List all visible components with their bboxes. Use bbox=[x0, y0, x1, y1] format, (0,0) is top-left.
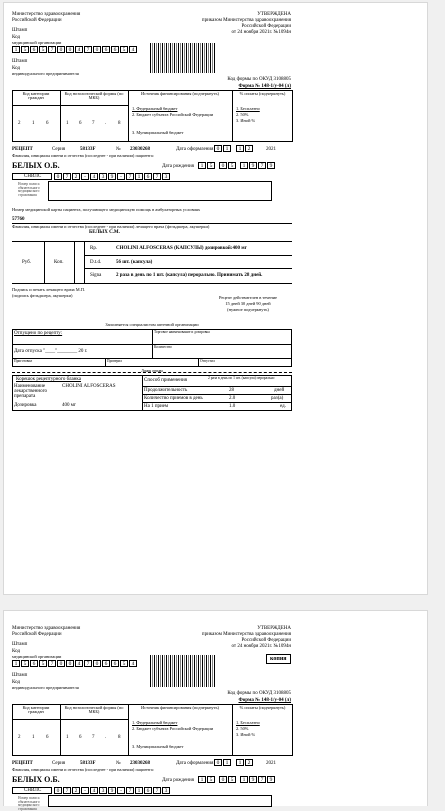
rub-label: Руб. bbox=[22, 260, 32, 265]
mo-digit: 4 bbox=[75, 46, 83, 53]
copy-badge: копия bbox=[266, 654, 291, 664]
mkb-digit: 7 bbox=[92, 735, 95, 740]
mkb-digit: 7 bbox=[92, 121, 95, 126]
ministry-line-1: Министерство здравоохранения bbox=[12, 626, 81, 631]
issue-date-boxes bbox=[214, 759, 254, 766]
dtd-value: 56 шт. (капсула) bbox=[116, 260, 153, 265]
snils-digit: 7 bbox=[126, 787, 134, 794]
snils-boxes bbox=[54, 787, 171, 794]
mkb-digit: . bbox=[105, 735, 107, 740]
snils-digit: 7 bbox=[153, 787, 161, 794]
card-number: 57760 bbox=[12, 217, 25, 222]
mkb-digit: 8 bbox=[118, 735, 121, 740]
series-label: Серия bbox=[52, 761, 66, 766]
dob-digit: 9 bbox=[267, 776, 275, 783]
number-value: 23030268 bbox=[130, 761, 150, 766]
mo-digit: 5 bbox=[21, 46, 29, 53]
ministry-line-1: Министерство здравоохранения bbox=[12, 12, 81, 17]
date-digit: 1 bbox=[223, 759, 231, 766]
mkb-digit: 8 bbox=[118, 121, 121, 126]
snils-digit: 9 bbox=[108, 173, 116, 180]
percent-item-1: 1. Бесплатно bbox=[236, 106, 260, 111]
issue-year: 2021 bbox=[266, 147, 276, 152]
mo-digit: 6 bbox=[102, 660, 110, 667]
number-value: 23030268 bbox=[130, 147, 150, 152]
mo-digit: 4 bbox=[75, 660, 83, 667]
funding-item-1: 1. Федеральный бюджет bbox=[132, 720, 178, 725]
dispensed-label: Отпущено по рецепту: bbox=[14, 331, 63, 336]
dispense-date-label: Дата отпуска "____"________ 20 г. bbox=[14, 349, 88, 354]
category-header: Код категории граждан bbox=[22, 705, 50, 715]
dob-digit: 7 bbox=[258, 776, 266, 783]
category-digit: 6 bbox=[46, 735, 49, 740]
snils-digit: 2 bbox=[72, 173, 80, 180]
cooked-label: Приготовил bbox=[14, 359, 33, 363]
percent-header: % оплаты (подчеркнуть) bbox=[239, 705, 286, 710]
form-number: Форма № 148-1/у-04 (л) bbox=[238, 698, 291, 703]
snils-digit: 7 bbox=[63, 787, 71, 794]
ministry-line-2: Российской Федерации bbox=[12, 632, 62, 637]
stub-title: Корешок рецептурного бланка bbox=[16, 377, 81, 382]
mkb-header: Код нозологической формы (по МКБ) bbox=[64, 91, 124, 101]
doctor-name: БЕЛЫХ С.М. bbox=[89, 230, 120, 235]
approved-line-4: от 24 ноября 2021г. №1094н bbox=[231, 644, 291, 649]
mo-digit: 0 bbox=[93, 46, 101, 53]
intakes-value: 2.0 bbox=[229, 396, 236, 401]
funding-item-2: 2. Бюджет субъекта Российской Федерации bbox=[132, 726, 214, 731]
snils-digit: 0 bbox=[54, 173, 62, 180]
mo-digit: 4 bbox=[129, 660, 137, 667]
dob-digit: 5 bbox=[228, 162, 236, 169]
mkb-digit: 1 bbox=[66, 735, 69, 740]
prescription-sheet-copy bbox=[3, 610, 428, 811]
drug-name: CHOLINI ALFOSCERAS bbox=[62, 384, 116, 389]
snils-digit: 1 bbox=[135, 173, 143, 180]
percent-header: % оплаты (подчеркнуть) bbox=[239, 91, 286, 96]
mo-digit: 0 bbox=[66, 46, 74, 53]
validity-line-2: 15 дней 30 дней 90 дней bbox=[225, 301, 271, 306]
dob-digit: 1 bbox=[198, 162, 206, 169]
percent-item-3: 3. Иной % bbox=[236, 732, 256, 737]
approved-line-3: Российской Федерации bbox=[241, 24, 291, 29]
validity-line-1: Рецепт действителен в течение bbox=[218, 295, 277, 300]
intakes-label: Количество приемов в день bbox=[144, 396, 203, 401]
snils-digit: 4 bbox=[90, 787, 98, 794]
rp-value: CHOLINI ALFOSCERAS (КАПСУЛЫ) дозировкой:400 мг bbox=[116, 246, 247, 251]
duration-value: 28 bbox=[229, 388, 234, 393]
snils-digit: 1 bbox=[135, 787, 143, 794]
snils-digit: 6 bbox=[144, 787, 152, 794]
snils-boxes bbox=[54, 173, 171, 180]
pharmacy-name-label: Торговое наименование и дозировка bbox=[154, 330, 210, 334]
category-digit: 2 bbox=[18, 735, 21, 740]
intakes-unit: раз(а) bbox=[271, 396, 284, 401]
date-digit: 1 bbox=[236, 759, 244, 766]
mo-code-boxes bbox=[12, 660, 138, 667]
issue-date-boxes bbox=[214, 145, 254, 152]
checked-label: Проверил bbox=[107, 359, 122, 363]
snils-digit: 7 bbox=[126, 173, 134, 180]
dob-digit: 0 bbox=[219, 776, 227, 783]
snils-digit: 3 bbox=[99, 173, 107, 180]
mo-digit: 7 bbox=[48, 660, 56, 667]
approved-line-4: от 24 ноября 2021г. №1094н bbox=[231, 30, 291, 35]
rp-label: Rp. bbox=[90, 246, 98, 251]
snils-digit: 9 bbox=[108, 787, 116, 794]
code-label: Код bbox=[12, 649, 20, 654]
category-digit: 1 bbox=[32, 121, 35, 126]
dob-digit: 9 bbox=[249, 162, 257, 169]
dob-label: Дата рождения bbox=[162, 778, 194, 783]
approved-line-2: приказом Министерства здравоохранения bbox=[201, 632, 291, 637]
dob-digit: 0 bbox=[219, 162, 227, 169]
dob-digit: 5 bbox=[207, 162, 215, 169]
snils-digit: - bbox=[81, 787, 89, 794]
card-caption: Номер медицинской карты пациента, получающего медицинскую помощь в амбулаторных условиях bbox=[12, 207, 201, 212]
dob-digit: 7 bbox=[258, 162, 266, 169]
date-digit: 0 bbox=[214, 145, 222, 152]
category-header: Код категории граждан bbox=[22, 91, 50, 101]
stamp2-label: Штамп bbox=[12, 59, 28, 64]
qr-barcode-icon bbox=[150, 43, 216, 73]
mo-digit: 5 bbox=[120, 660, 128, 667]
stamp-label: Штамп bbox=[12, 28, 28, 33]
snils-label: СНИЛС bbox=[24, 174, 42, 179]
approved-title: УТВЕРЖДЕНА bbox=[257, 12, 291, 17]
snils-digit: 3 bbox=[162, 173, 170, 180]
date-digit: 0 bbox=[214, 759, 222, 766]
funding-item-1: 1. Федеральный бюджет bbox=[132, 106, 178, 111]
mkb-digit: 1 bbox=[66, 121, 69, 126]
date-digit: 2 bbox=[245, 759, 253, 766]
funding-item-3: 3. Муниципальный бюджет bbox=[132, 744, 184, 749]
percent-item-2: 2. 50% bbox=[236, 726, 249, 731]
mo-digit: 0 bbox=[66, 660, 74, 667]
signa-value: 2 раза в день по 1 шт. (капсула) перорально. Принимать 28 дней. bbox=[116, 273, 263, 278]
dob-digit: 9 bbox=[249, 776, 257, 783]
code2-label: Код bbox=[12, 66, 20, 71]
sign-caption-2: (подпись фельдшера, акушерки) bbox=[12, 293, 73, 298]
drug-name-label: Наименование лекарственного препарата bbox=[14, 384, 48, 399]
mo-digit: 7 bbox=[48, 46, 56, 53]
snils-digit: 2 bbox=[72, 787, 80, 794]
snils-digit: - bbox=[117, 787, 125, 794]
signa-label: Signa bbox=[90, 273, 102, 278]
mo-digit: 6 bbox=[111, 46, 119, 53]
mkb-digit: . bbox=[105, 121, 107, 126]
mo-digit: 0 bbox=[57, 660, 65, 667]
mo-label: медицинской организации bbox=[12, 40, 62, 45]
dob-boxes bbox=[198, 162, 276, 169]
ministry-line-2: Российской Федерации bbox=[12, 18, 62, 23]
mo-digit: 0 bbox=[57, 46, 65, 53]
dob-digit: 1 bbox=[240, 162, 248, 169]
mkb-digit: 6 bbox=[79, 735, 82, 740]
mo-digit: 5 bbox=[39, 46, 47, 53]
policy-grid bbox=[48, 795, 272, 807]
qr-barcode-icon bbox=[150, 655, 216, 687]
snils-digit: 3 bbox=[99, 787, 107, 794]
percent-item-3: 3. Иной % bbox=[236, 118, 256, 123]
dtd-label: D.t.d. bbox=[90, 260, 102, 265]
dob-digit: 5 bbox=[207, 776, 215, 783]
mo-code-boxes bbox=[12, 46, 138, 53]
code-label: Код bbox=[12, 35, 20, 40]
snils-digit: 0 bbox=[54, 787, 62, 794]
policy-caption: Номер полиса обязательного медицинского страхования bbox=[18, 182, 40, 197]
mo-digit: 6 bbox=[102, 46, 110, 53]
per-dose-label: На 1 прием bbox=[144, 404, 169, 409]
dob-digit: 9 bbox=[267, 162, 275, 169]
date-digit: 2 bbox=[245, 145, 253, 152]
series-value: 58133F bbox=[80, 147, 96, 152]
okud-code: Код формы по ОКУД 3108805 bbox=[227, 77, 291, 82]
mkb-header: Код нозологической формы (по МКБ) bbox=[64, 705, 124, 715]
prescription-sheet-original bbox=[3, 2, 428, 595]
mo-digit: 1 bbox=[12, 46, 20, 53]
approved-title: УТВЕРЖДЕНА bbox=[257, 626, 291, 631]
dob-digit: 1 bbox=[198, 776, 206, 783]
date-digit: 1 bbox=[223, 145, 231, 152]
recipe-label: РЕЦЕПТ bbox=[12, 147, 33, 152]
mo-digit: 0 bbox=[93, 660, 101, 667]
series-label: Серия bbox=[52, 147, 66, 152]
mo-digit: 1 bbox=[12, 660, 20, 667]
ip-label: индивидуального предпринимателя bbox=[12, 71, 79, 76]
mo-digit: 5 bbox=[120, 46, 128, 53]
dosage-label: Дозировка bbox=[14, 403, 37, 408]
snils-digit: - bbox=[117, 173, 125, 180]
policy-caption: Номер полиса обязательного медицинского страхования bbox=[18, 796, 40, 811]
pharmacy-divider: Заполняется специалистом аптечной организации bbox=[105, 322, 199, 327]
category-digit: 2 bbox=[18, 121, 21, 126]
funding-header: Источник финансирования (подчеркнуть) bbox=[140, 91, 220, 96]
percent-item-1: 1. Бесплатно bbox=[236, 720, 260, 725]
funding-item-3: 3. Муниципальный бюджет bbox=[132, 130, 184, 135]
duration-label: Продолжительность bbox=[144, 388, 188, 393]
mo-digit: 4 bbox=[129, 46, 137, 53]
patient-name: БЕЛЫХ О.Б. bbox=[12, 775, 60, 784]
dob-digit: 5 bbox=[228, 776, 236, 783]
number-label: № bbox=[116, 761, 121, 766]
snils-digit: 6 bbox=[144, 173, 152, 180]
policy-grid bbox=[48, 181, 272, 201]
mkb-digit: 6 bbox=[79, 121, 82, 126]
mo-digit: 5 bbox=[21, 660, 29, 667]
recipe-label: РЕЦЕПТ bbox=[12, 761, 33, 766]
date-digit: 1 bbox=[236, 145, 244, 152]
quantity-label: Количество bbox=[154, 345, 172, 349]
category-digit: 6 bbox=[46, 121, 49, 126]
snils-digit: - bbox=[81, 173, 89, 180]
funding-header: Источник финансирования (подчеркнуть) bbox=[140, 705, 220, 710]
form-number: Форма № 148-1/у-04 (л) bbox=[238, 84, 291, 89]
stamp-label: Штамп bbox=[12, 642, 28, 647]
patient-name: БЕЛЫХ О.Б. bbox=[12, 161, 60, 170]
series-value: 58133F bbox=[80, 761, 96, 766]
kop-label: Коп. bbox=[54, 260, 64, 265]
snils-digit: 7 bbox=[153, 173, 161, 180]
okud-code: Код формы по ОКУД 3108805 bbox=[227, 691, 291, 696]
duration-unit: дней bbox=[274, 388, 285, 393]
per-dose-unit: ед. bbox=[280, 404, 286, 409]
patient-caption: Фамилия, инициалы имени и отчества (последнее - при наличии) пациента: bbox=[12, 767, 154, 772]
cut-line-label: Линия отрыва bbox=[141, 369, 163, 373]
approved-line-2: приказом Министерства здравоохранения bbox=[201, 18, 291, 23]
funding-item-2: 2. Бюджет субъекта Российской Федерации bbox=[132, 112, 214, 117]
issue-date-label: Дата оформления bbox=[176, 761, 214, 766]
validity-line-3: (нужное подчеркнуть) bbox=[227, 307, 269, 312]
sign-caption: Подпись и печать лечащего врача М.П. bbox=[12, 287, 85, 292]
stamp2-label: Штамп bbox=[12, 673, 28, 678]
released-label: Отпустил bbox=[200, 359, 215, 363]
ip-label: индивидуального предпринимателя bbox=[12, 685, 79, 690]
method-value: 2 раза в день по 1 шт. (капсула) перорально bbox=[208, 376, 275, 380]
method-label: Способ применения bbox=[144, 378, 187, 383]
mo-digit: 6 bbox=[30, 46, 38, 53]
mo-digit: 7 bbox=[84, 46, 92, 53]
snils-label: СНИЛС bbox=[24, 788, 42, 793]
snils-digit: 3 bbox=[162, 787, 170, 794]
percent-item-2: 2. 50% bbox=[236, 112, 249, 117]
dob-label: Дата рождения bbox=[162, 164, 194, 169]
mo-digit: 5 bbox=[39, 660, 47, 667]
mo-digit: 7 bbox=[84, 660, 92, 667]
approved-line-3: Российской Федерации bbox=[241, 638, 291, 643]
issue-year: 2021 bbox=[266, 761, 276, 766]
issue-date-label: Дата оформления bbox=[176, 147, 214, 152]
doctor-caption: Фамилия, инициалы имени и отчества (последнее - при наличии) лечащего врача (фельдшера, акушерки) bbox=[12, 224, 210, 229]
dosage-value: 400 мг bbox=[62, 403, 76, 408]
dob-boxes bbox=[198, 776, 276, 783]
mo-digit: 6 bbox=[111, 660, 119, 667]
number-label: № bbox=[116, 147, 121, 152]
code2-label: Код bbox=[12, 680, 20, 685]
snils-digit: 7 bbox=[63, 173, 71, 180]
mo-digit: 6 bbox=[30, 660, 38, 667]
dob-digit: 1 bbox=[240, 776, 248, 783]
category-digit: 1 bbox=[32, 735, 35, 740]
mo-label: медицинской организации bbox=[12, 654, 62, 659]
per-dose-value: 1.0 bbox=[229, 404, 236, 409]
snils-digit: 4 bbox=[90, 173, 98, 180]
patient-caption: Фамилия, инициалы имени и отчества (последнее - при наличии) пациента: bbox=[12, 153, 154, 158]
